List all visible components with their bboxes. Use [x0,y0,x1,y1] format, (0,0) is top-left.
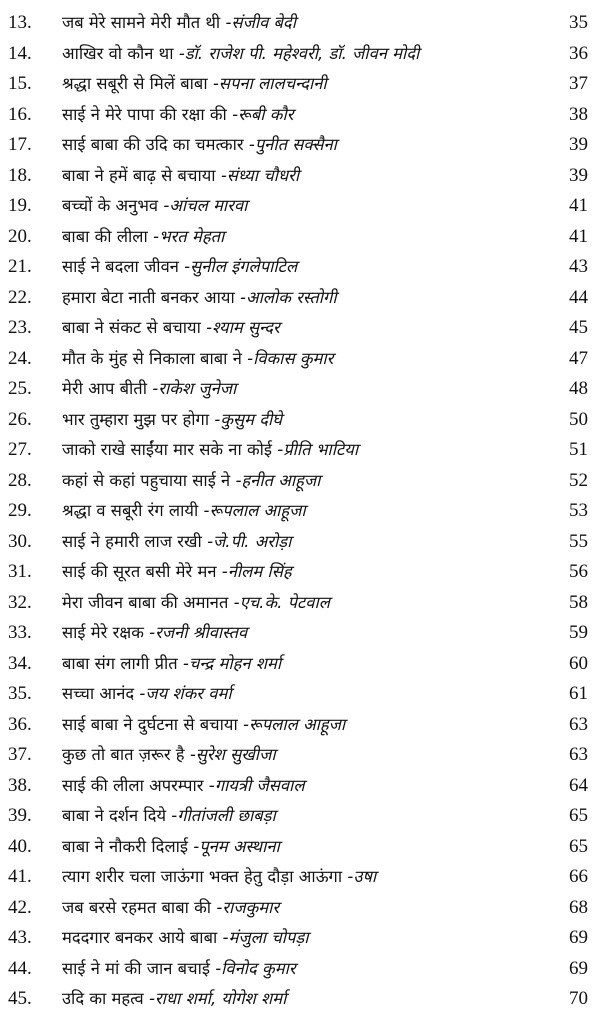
entry-author: -रूपलाल आहूजा [203,501,306,520]
entry-title: साई ने हमारी लाज रखी -जे.पी. अरोड़ा [62,531,292,551]
entry-page-number: 52 [569,469,588,491]
entry-page-number: 66 [569,866,588,887]
entry-title: मददगार बनकर आये बाबा -मंजुला चोपड़ा [62,928,309,947]
entry-number: 18. [8,164,32,186]
entry-page-number: 59 [569,622,588,643]
toc-row [0,161,600,192]
entry-author: -मंजुला चोपड़ा [222,928,309,947]
entry-title: बाबा संग लागी प्रीत -चन्द्र मोहन शर्मा [62,653,282,673]
entry-author: -आंचल मारवा [163,196,248,215]
entry-title: जब मेरे सामने मेरी मौत थी -संजीव बेदी [62,13,296,32]
entry-number: 15. [8,73,32,94]
entry-title: मेरा जीवन बाबा की अमानत -एच.के. पेटवाल [62,592,330,612]
entry-title: कुछ तो बात ज़रूर है -सुरेश सुखीजा [62,745,276,764]
entry-number: 19. [8,195,32,216]
entry-author: -श्याम सुन्दर [206,318,280,337]
entry-author: -चन्द्र मोहन शर्मा [182,653,282,673]
toc-row [0,130,600,161]
entry-title: त्याग शरीर चला जाऊंगा भक्त हेतु दौड़ा आऊंगा -उषा [62,867,377,886]
entry-title: साई मेरे रक्षक -रजनी श्रीवास्तव [62,623,248,642]
toc-row [0,527,600,558]
toc-row [0,69,600,100]
entry-page-number: 35 [569,12,588,33]
entry-number: 42. [8,896,32,918]
toc-row [0,618,600,649]
entry-page-number: 36 [569,42,588,64]
toc-row [0,954,600,985]
entry-title: श्रद्धा व सबूरी रंग लायी -रूपलाल आहूजा [62,501,306,520]
entry-author: -रूपलाल आहूजा [242,714,346,734]
entry-author: -कुसुम दीघे [214,409,283,429]
entry-title: उदि का महत्व -राधा शर्मा, योगेश शर्मा [62,989,287,1008]
toc-row [0,405,600,436]
entry-number: 39. [8,805,32,826]
entry-author: -विनोद कुमार [215,958,296,978]
entry-page-number: 70 [569,988,588,1009]
entry-page-number: 41 [569,225,588,247]
entry-title: भार तुम्हारा मुझ पर होगा -कुसुम दीघे [62,409,283,429]
entry-title: बाबा ने दर्शन दिये -गीतांजली छाबड़ा [62,806,276,825]
entry-page-number: 69 [569,957,588,979]
entry-page-number: 39 [569,164,588,186]
entry-author: -पूनम अस्थाना [193,836,280,856]
entry-title: बाबा की लीला -भरत मेहता [62,226,225,246]
entry-page-number: 41 [569,195,588,216]
entry-number: 22. [8,286,32,308]
entry-page-number: 58 [569,591,588,613]
entry-title: साई बाबा ने दुर्घटना से बचाया -रूपलाल आहूजा [62,714,346,734]
entry-title: जाको राखे साईंया मार सके ना कोई -प्रीति भाटिया [62,440,359,459]
toc-row [0,832,600,863]
entry-page-number: 43 [569,256,588,277]
toc-row [0,649,600,680]
entry-author: -सुनील इंगलेपाटिल [184,257,298,276]
toc-row [0,344,600,375]
entry-number: 37. [8,744,32,765]
entry-number: 28. [8,469,32,491]
entry-number: 38. [8,774,32,796]
entry-title: मेरी आप बीती -राकेश जुनेजा [62,379,237,398]
toc-row [0,8,600,39]
entry-page-number: 65 [569,835,588,857]
entry-number: 16. [8,103,32,125]
entry-title: साई बाबा की उदि का चमत्कार -पुनीत सक्सैना [62,135,337,154]
toc-row [0,923,600,954]
entry-number: 31. [8,561,32,582]
entry-number: 17. [8,134,32,155]
entry-number: 30. [8,530,32,552]
toc-row [0,466,600,497]
entry-title: हमारा बेटा नाती बनकर आया -आलोक रस्तोगी [62,287,337,307]
entry-author: -हनीत आहूजा [235,470,321,490]
entry-author: -सुरेश सुखीजा [189,745,276,764]
toc-row [0,313,600,344]
entry-title: बच्चों के अनुभव -आंचल मारवा [62,196,248,215]
entry-number: 40. [8,835,32,857]
entry-author: -राजकुमार [216,897,280,917]
entry-number: 24. [8,347,32,369]
entry-page-number: 68 [569,896,588,918]
entry-page-number: 69 [569,927,588,948]
entry-author: -पुनीत सक्सैना [248,135,337,154]
entry-author: -भरत मेहता [153,226,225,246]
entry-title: बाबा ने संकट से बचाया -श्याम सुन्दर [62,318,280,337]
entry-page-number: 50 [569,408,588,430]
toc-row [0,557,600,588]
entry-author: -संजीव बेदी [225,13,296,32]
entry-author: -जय शंकर वर्मा [139,684,232,703]
entry-author: -प्रीति भाटिया [277,440,359,459]
entry-author: -आलोक रस्तोगी [239,287,337,307]
entry-page-number: 47 [569,347,588,369]
toc-row [0,496,600,527]
entry-title: बाबा ने हमें बाढ़ से बचाया -संध्या चौधरी [62,165,300,185]
entry-number: 20. [8,225,32,247]
entry-title: आखिर वो कौन था -डॉ. राजेश पी. महेश्वरी, डॉ. जीवन मोदी [62,43,420,63]
toc-row [0,222,600,253]
entry-title: साई ने मेरे पापा की रक्षा की -रूबी कौर [62,104,294,124]
entry-page-number: 64 [569,774,588,796]
toc-row [0,39,600,70]
entry-author: -एच.के. पेटवाल [233,592,330,612]
toc-row [0,191,600,222]
entry-number: 43. [8,927,32,948]
entry-title: कहां से कहां पहुचाया साई ने -हनीत आहूजा [62,470,321,490]
entry-author: -रूबी कौर [232,104,294,124]
entry-page-number: 39 [569,134,588,155]
entry-number: 14. [8,42,32,64]
toc-row [0,771,600,802]
toc-row [0,984,600,1015]
entry-author: -सपना लालचन्दानी [212,74,327,93]
entry-title: बाबा ने नौकरी दिलाई -पूनम अस्थाना [62,836,280,856]
entry-number: 33. [8,622,32,643]
entry-number: 45. [8,988,32,1009]
entry-page-number: 61 [569,683,588,704]
entry-number: 13. [8,12,32,33]
entry-author: -राकेश जुनेजा [152,379,237,398]
entry-page-number: 48 [569,378,588,399]
entry-page-number: 51 [569,439,588,460]
entry-number: 32. [8,591,32,613]
toc-row [0,100,600,131]
entry-page-number: 55 [569,530,588,552]
entry-author: -गीतांजली छाबड़ा [171,806,276,825]
entry-title: मौत के मुंह से निकाला बाबा ने -विकास कुमार [62,348,334,368]
toc-row [0,862,600,893]
entry-author: -जे.पी. अरोड़ा [207,531,292,551]
entry-author: -उषा [347,867,377,886]
entry-number: 26. [8,408,32,430]
entry-author: -राधा शर्मा, योगेश शर्मा [148,989,287,1008]
entry-number: 27. [8,439,32,460]
entry-number: 35. [8,683,32,704]
entry-page-number: 38 [569,103,588,125]
entry-author: -विकास कुमार [247,348,334,368]
entry-number: 41. [8,866,32,887]
entry-number: 29. [8,500,32,521]
toc-row [0,435,600,466]
entry-author: -डॉ. राजेश पी. महेश्वरी, डॉ. जीवन मोदी [178,43,420,63]
entry-author: -संध्या चौधरी [220,165,300,185]
entry-author: -नीलम सिंह [221,562,292,581]
toc-row [0,283,600,314]
toc-row [0,740,600,771]
toc-row [0,679,600,710]
entry-number: 25. [8,378,32,399]
table-of-contents [0,8,600,1015]
entry-page-number: 56 [569,561,588,582]
entry-number: 34. [8,652,32,674]
toc-row [0,893,600,924]
toc-row [0,588,600,619]
entry-number: 36. [8,713,32,735]
entry-page-number: 63 [569,713,588,735]
entry-page-number: 45 [569,317,588,338]
entry-title: साई ने बदला जीवन -सुनील इंगलेपाटिल [62,257,298,276]
entry-author: -रजनी श्रीवास्तव [149,623,248,642]
entry-title: जब बरसे रहमत बाबा की -राजकुमार [62,897,280,917]
toc-row [0,801,600,832]
entry-page-number: 53 [569,500,588,521]
entry-number: 23. [8,317,32,338]
entry-page-number: 65 [569,805,588,826]
entry-title: श्रद्धा सबूरी से मिलें बाबा -सपना लालचन्दानी [62,74,327,93]
toc-row [0,252,600,283]
entry-title: साई ने मां की जान बचाई -विनोद कुमार [62,958,296,978]
entry-title: सच्चा आनंद -जय शंकर वर्मा [62,684,232,703]
entry-title: साई की लीला अपरम्पार -गायत्री जैसवाल [62,775,305,795]
toc-row [0,374,600,405]
entry-number: 21. [8,256,32,277]
entry-page-number: 44 [569,286,588,308]
entry-number: 44. [8,957,32,979]
entry-author: -गायत्री जैसवाल [208,775,305,795]
entry-page-number: 60 [569,652,588,674]
entry-page-number: 63 [569,744,588,765]
entry-page-number: 37 [569,73,588,94]
toc-row [0,710,600,741]
entry-title: साई की सूरत बसी मेरे मन -नीलम सिंह [62,562,292,581]
